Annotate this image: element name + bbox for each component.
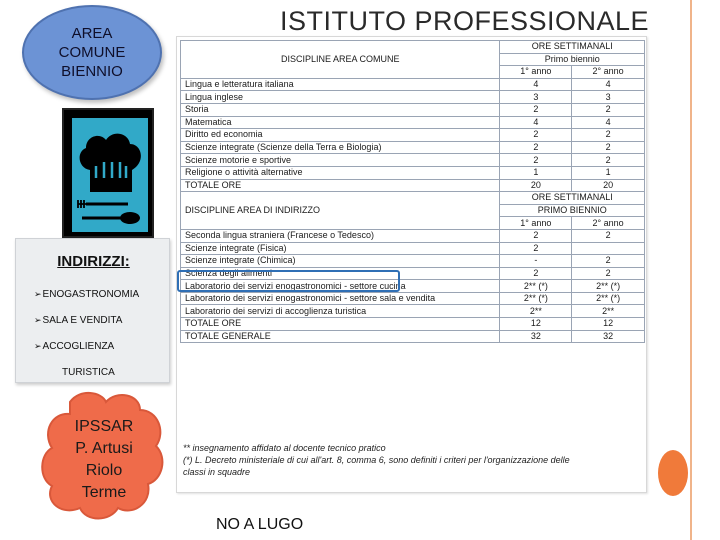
note-line: classi in squadre	[183, 467, 251, 477]
indirizzo-item: ➢ENOGASTRONOMIA	[34, 289, 140, 300]
table-cell: 2° anno	[572, 217, 645, 230]
table-cell: 2	[500, 141, 572, 154]
table-cell: TOTALE ORE	[181, 318, 500, 331]
table-cell: 4	[572, 78, 645, 91]
table-cell: 4	[500, 78, 572, 91]
bubble-line: AREA	[71, 25, 113, 42]
table-cell: 12	[500, 318, 572, 331]
table-cell: 2	[572, 154, 645, 167]
table-row	[181, 91, 645, 104]
table-cell: 1	[500, 166, 572, 179]
table-cell: Matematica	[181, 116, 500, 129]
table-cell: 2	[572, 267, 645, 280]
decorative-orange-circle	[658, 450, 688, 496]
arrow-bullet-icon: ➢	[34, 289, 42, 299]
table-cell: 4	[500, 116, 572, 129]
footer-text: NO A LUGO	[216, 516, 304, 533]
table-row	[181, 292, 645, 305]
table-row	[181, 129, 645, 142]
table-cell: TOTALE ORE	[181, 179, 500, 192]
table-cell: Scienze integrate (Chimica)	[181, 255, 500, 268]
bubble-line: COMUNE	[58, 44, 126, 61]
table-cell: 20	[500, 179, 572, 192]
table-cell: Lingua inglese	[181, 91, 500, 104]
table-cell: Lingua e letteratura italiana	[181, 78, 500, 91]
table-cell: 2	[500, 154, 572, 167]
table-cell: 2	[572, 103, 645, 116]
page-title: ISTITUTO PROFESSIONALE	[280, 6, 650, 36]
table-row	[181, 103, 645, 116]
table-cell: Religione o attività alternative	[181, 166, 500, 179]
chef-logo	[62, 108, 154, 238]
indirizzi-heading: INDIRIZZI:	[57, 253, 130, 270]
table-cell: Laboratorio dei servizi di accoglienza turistica	[181, 305, 500, 318]
table-cell: 2	[500, 229, 572, 242]
table-cell	[572, 242, 645, 255]
table-cell: 4	[572, 116, 645, 129]
curriculum-table	[180, 40, 645, 343]
table-cell: 2° anno	[572, 66, 645, 79]
table-cell: Laboratorio dei servizi enogastronomici - settore sala e vendita	[181, 292, 500, 305]
indirizzo-item: TURISTICA	[62, 367, 115, 378]
table-cell: 2	[572, 129, 645, 142]
arrow-bullet-icon: ➢	[34, 315, 42, 325]
right-edge-rule	[690, 0, 692, 540]
indirizzo-item: ➢ACCOGLIENZA	[34, 341, 115, 352]
table-cell: Laboratorio dei servizi enogastronomici - settore cucina	[181, 280, 500, 293]
table-row	[181, 255, 645, 268]
school-line: Riolo	[85, 462, 123, 479]
arrow-bullet-icon: ➢	[34, 341, 42, 351]
table-row	[181, 116, 645, 129]
table-cell: Scienze integrate (Fisica)	[181, 242, 500, 255]
table-cell: Primo biennio	[500, 53, 645, 66]
table-row	[181, 305, 645, 318]
table-cell: 2**	[572, 305, 645, 318]
table-cell: Scienza degli alimenti	[181, 267, 500, 280]
table-row	[181, 141, 645, 154]
table-cell: -	[500, 255, 572, 268]
table-cell: 3	[572, 91, 645, 104]
indirizzo-item: ➢SALA E VENDITA	[34, 315, 123, 326]
table-cell: 2** (*)	[500, 280, 572, 293]
section-header-row	[181, 41, 645, 54]
table-cell: DISCIPLINE AREA COMUNE	[181, 41, 500, 79]
school-name-blob	[40, 388, 168, 523]
area-comune-bubble	[22, 5, 162, 100]
table-cell: 3	[500, 91, 572, 104]
table-cell: 2** (*)	[500, 292, 572, 305]
table-cell: 12	[572, 318, 645, 331]
table-row	[181, 242, 645, 255]
table-cell: Scienze integrate (Scienze della Terra e Biologia)	[181, 141, 500, 154]
note-line: ** insegnamento affidato al docente tecnico pratico	[183, 443, 386, 453]
table-row	[181, 78, 645, 91]
school-line: P. Artusi	[75, 440, 133, 457]
table-row	[181, 330, 645, 343]
table-cell: 1° anno	[500, 217, 572, 230]
bubble-line: BIENNIO	[61, 63, 123, 80]
table-cell: 2** (*)	[572, 292, 645, 305]
curriculum-document	[176, 36, 647, 493]
table-cell: ORE SETTIMANALI	[500, 192, 645, 205]
table-cell: Diritto ed economia	[181, 129, 500, 142]
school-line: Terme	[81, 484, 127, 501]
table-row	[181, 229, 645, 242]
table-row	[181, 166, 645, 179]
table-cell: 2	[572, 229, 645, 242]
table-cell: 2	[572, 141, 645, 154]
table-cell: 2**	[500, 305, 572, 318]
highlight-box	[177, 270, 400, 292]
table-cell: 1	[572, 166, 645, 179]
table-cell: 1° anno	[500, 66, 572, 79]
table-cell: Seconda lingua straniera (Francese o Tedesco)	[181, 229, 500, 242]
table-cell: PRIMO BIENNIO	[500, 204, 645, 217]
table-cell: 32	[500, 330, 572, 343]
school-line: IPSSAR	[74, 418, 134, 435]
table-cell: DISCIPLINE AREA DI INDIRIZZO	[181, 192, 500, 230]
table-cell: 20	[572, 179, 645, 192]
table-cell: 2	[500, 267, 572, 280]
section-header-row	[181, 192, 645, 205]
table-cell: 2** (*)	[572, 280, 645, 293]
table-row	[181, 318, 645, 331]
note-line: (*) L. Decreto ministeriale di cui all'art. 8, comma 6, sono definiti i criteri per l'organizzazione delle	[183, 455, 570, 465]
table-cell: 2	[572, 255, 645, 268]
table-cell: 2	[500, 129, 572, 142]
table-cell: 2	[500, 103, 572, 116]
table-cell: Scienze motorie e sportive	[181, 154, 500, 167]
table-cell: 2	[500, 242, 572, 255]
table-cell: Storia	[181, 103, 500, 116]
table-notes	[183, 442, 643, 478]
chef-hat-cutlery-icon	[72, 118, 148, 232]
table-row	[181, 154, 645, 167]
table-row	[181, 179, 645, 192]
table-cell: 32	[572, 330, 645, 343]
table-cell: TOTALE GENERALE	[181, 330, 500, 343]
table-cell: ORE SETTIMANALI	[500, 41, 645, 54]
indirizzi-panel	[15, 238, 170, 383]
